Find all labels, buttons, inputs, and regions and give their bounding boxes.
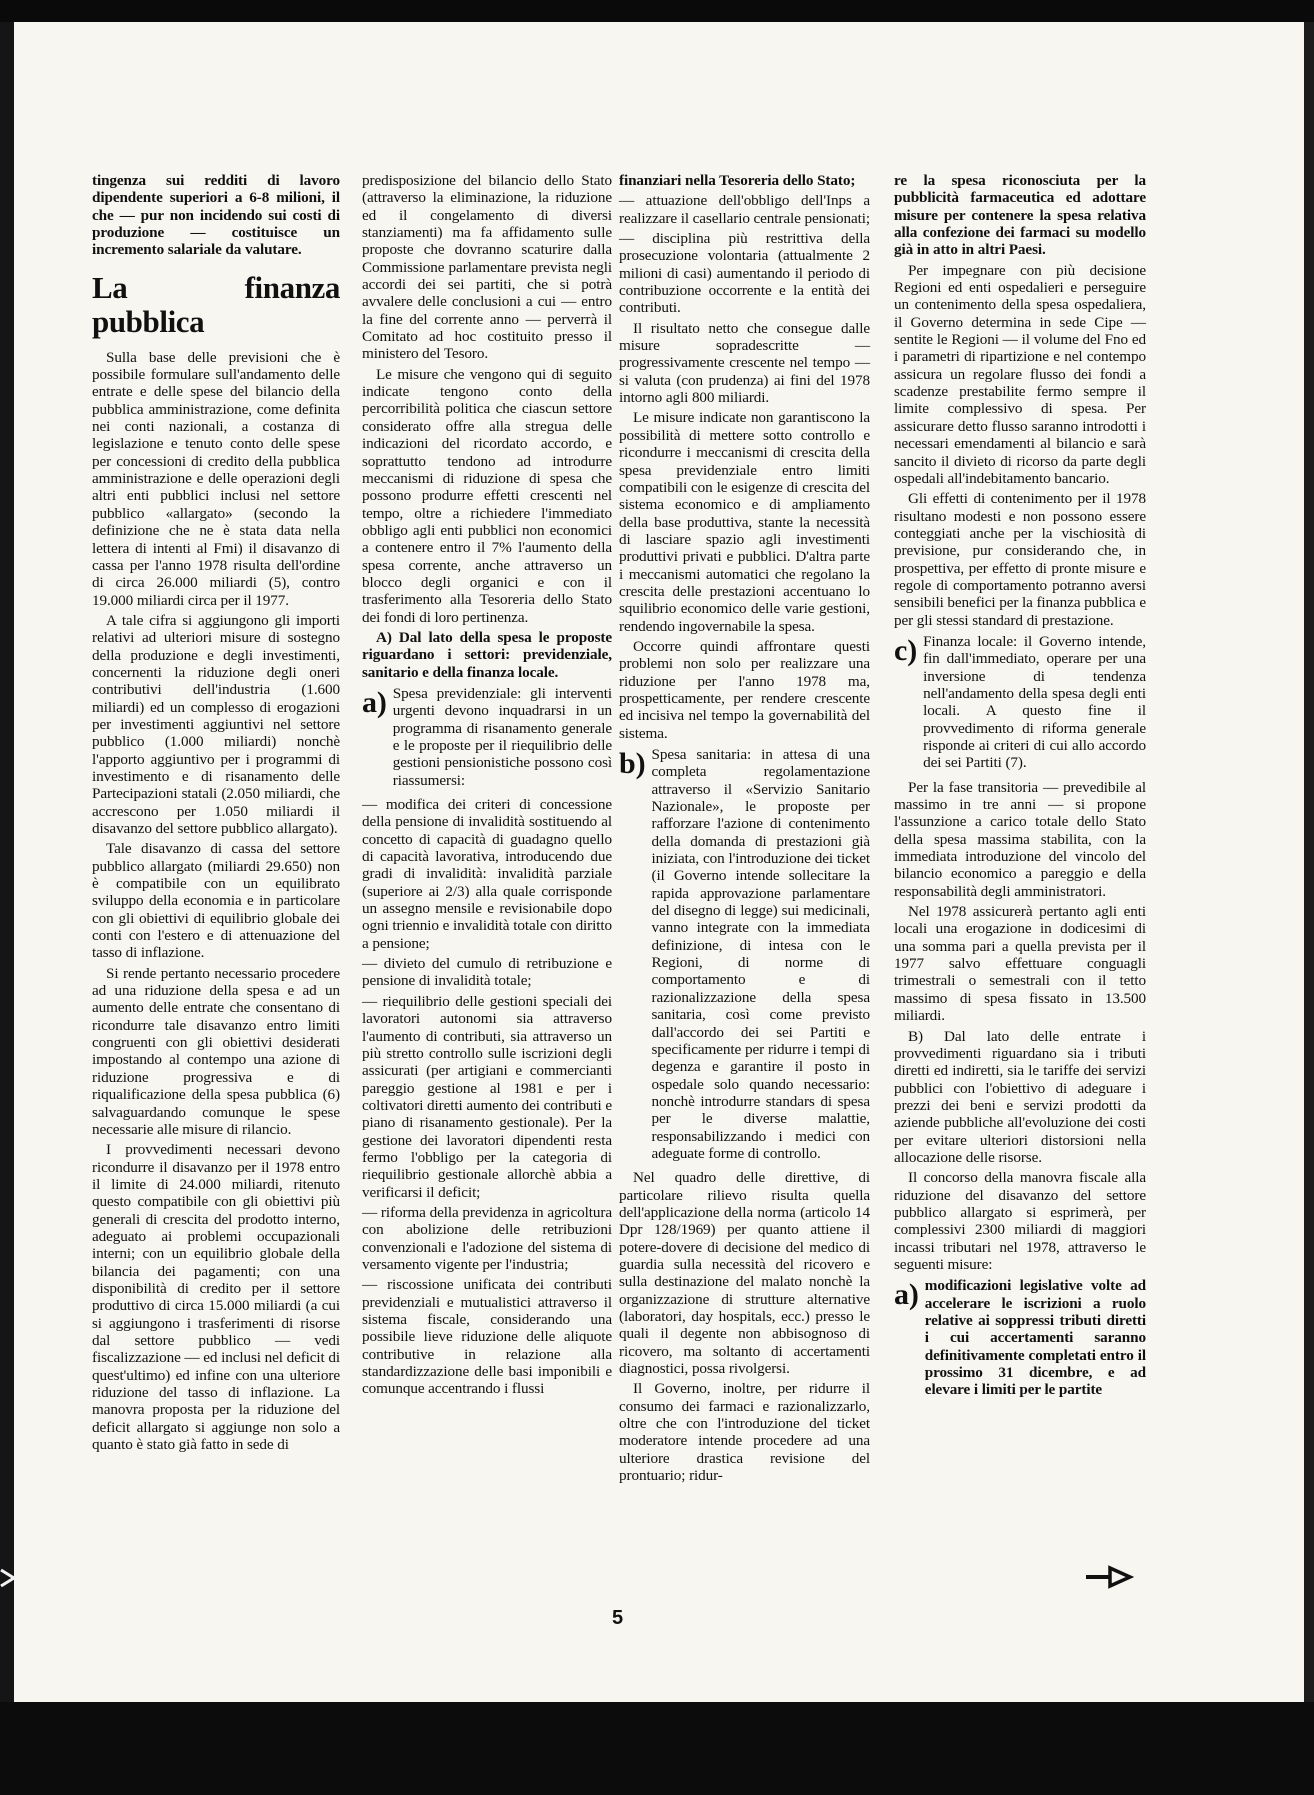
section-heading: La finanza pubblica bbox=[92, 269, 340, 339]
text-column-1 bbox=[92, 172, 340, 1456]
scan-left-border bbox=[0, 22, 14, 1702]
paragraph: Spesa previdenziale: gli interventi urgenti devono inquadrarsi in un programma di risanamento generale e le proposte per il riequilibrio delle gestioni pensionistiche possono così riassumersi: bbox=[392, 684, 612, 789]
paragraph: modificazioni legislative volte ad accelerare le iscrizioni a ruolo relative ai soppressi tributi diretti i cui accertamenti saranno definitivamente completati entro il prossimo 31 dicembre, e ad elevare i limiti per le partite bbox=[924, 1277, 1146, 1399]
paragraph: — riequilibrio delle gestioni speciali dei lavoratori autonomi sia attraverso l'aumento di contributi, sia attraverso un più stretto controllo sulle iscrizioni degli assicurati (per artigiani e commercianti pareggio gestione al 1981 e per i coltivatori diretti aumento dei contributi e piano di risanamento gestionale). Per la gestione dei lavoratori dipendenti resta fermo l'obbligo per la categoria di riequilibrio gestionale allorchè abbia a verificarsi il deficit; bbox=[362, 992, 612, 1201]
paragraph: Il Governo, inoltre, per ridurre il consumo dei farmaci e razionalizzarlo, oltre che con l'introduzione del ticket moderatore intende procedere ad una ulteriore drastica revisione del prontuario; ridur- bbox=[619, 1380, 870, 1485]
paragraph: Spesa sanitaria: in attesa di una completa regolamentazione attraverso il «Servizio Sanitario Nazionale», le proposte per rafforzare l'azione di contenimento della domanda di prestazioni già iniziata, con l'introduzione dei ticket (il Governo intende sollecitare la rapida approvazione parlamentare del disegno di legge) sui medicinali, vanno integrate con la immediata definizione, di intesa con le Regioni, di norme di comportamento e di razionalizzazione della spesa sanitaria, così come previsto dall'accordo dei sei Partiti e specificamente per ridurre i tempi di degenza e garantire il posto in ospedale solo quando necessario: nonchè introdurre standars di spesa per le diverse malattie, responsabilizzando i medici con adeguate forme di controllo. bbox=[651, 746, 870, 1162]
paragraph: Per impegnare con più decisione Regioni ed enti ospedalieri e perseguire un contenimento della spesa ospedaliera, il Governo determina in sede Cipe — sentite le Regioni — il volume del Fno ed i parametri di ripartizione e nel contempo assicura un regolare flusso dei fondi a scadenze prestabilite fermo sempre il limite complessivo di spesa. Per assicurare detto flusso saranno introdotti i necessari emendamenti al bilancio e sarà sancito il divieto di ricorso da parte degli ospedali all'indebitamento bancario. bbox=[894, 261, 1146, 487]
paragraph: Si rende pertanto necessario procedere ad una riduzione della spesa e ad un aumento delle entrate che consentano di ricondurre tale disavanzo entro limiti congruenti con gli obiettivi desiderati impostando al contempo una azione di riduzione progressiva e di riqualificazione della spesa pubblica (6) salvaguardando comunque le spese necessarie alle misure di rilancio. bbox=[92, 964, 340, 1138]
paragraph: tingenza sui redditi di lavoro dipendente superiori a 6-8 milioni, il che — pur non incidendo sui costi di produzione — costituisce un incremento salariale da valutare. bbox=[92, 172, 340, 259]
paragraph: I provvedimenti necessari devono ricondurre il disavanzo per il 1978 entro il limite di 24.000 miliardi, ritenuto questo compatibile con gli obiettivi più generali di crescita del prodotto interno, adeguato ai problemi occupazionali interni; con un equilibrio globale della bilancia dei pagamenti; con una disponibilità di credito per il settore produttivo di circa 15.000 miliardi (a cui si aggiungono i trasferimenti di risorse dal settore pubblico — vedi fiscalizzazione — ed inclusi nel deficit di quest'ultimo) ed infine con una ulteriore riduzione del tasso di inflazione. La manovra proposta per la riduzione del deficit allargato si aggiunge non solo a quanto è stato già fatto in sede di bbox=[92, 1141, 340, 1454]
dropcap-letter: c) bbox=[894, 633, 918, 667]
paragraph: Le misure che vengono qui di seguito indicate tengono conto della percorribilità politica che ciascun settore considerato offre alla stregua delle indicazioni del ricordato accordo, e soprattutto tendono ad introdurre meccanismi di riduzione di spesa che possono produrre effetti crescenti nel tempo, oltre a richiedere l'immediato obbligo agli enti pubblici non economici a contenere entro il 7% l'aumento della spesa corrente, anche attraverso un blocco degli organici e con il trasferimento alla Tesoreria dello Stato dei fondi di loro pertinenza. bbox=[362, 365, 612, 626]
dropcap-letter: b) bbox=[619, 747, 646, 780]
lettered-paragraph bbox=[362, 685, 612, 792]
corner-arrow-icon bbox=[0, 1566, 16, 1590]
paragraph: Sulla base delle previsioni che è possibile formulare sull'andamento delle entrate e delle spese del bilancio della pubblica amministrazione, come definita nei conti nazionali, a costanza di legislazione e tenuto conto delle spese per concessioni di credito della pubblica amministrazione e delle operazioni degli altri enti pubblici inclusi nel settore pubblico «allargato» (secondo la definizione che ne è stata data nella lettera di intenti al Fmi) il disavanzo di cassa per l'anno 1978 risulta dell'ordine di circa 26.000 miliardi (5), contro 19.000 miliardi circa per il 1977. bbox=[92, 348, 340, 609]
paragraph: Gli effetti di contenimento per il 1978 risultano modesti e non possono essere conteggiati anche per la vischiosità di previsione, pur considerando che, in prospettiva, per effetto di pronte misure e regole di comportamento potranno aversi sensibili benefici per la finanza pubblica e per gli stessi standard di prestazione. bbox=[894, 490, 1146, 629]
dropcap-letter: a) bbox=[362, 685, 387, 719]
paragraph: B) Dal lato delle entrate i provvedimenti riguardano sia i tributi diretti ed indiretti, sia le tariffe dei servizi pubblici con l'obiettivo di adeguare i prezzi dei beni e servizi prodotti da aziende pubbliche all'evoluzione dei costi per evitare ulteriori distorsioni nella allocazione delle risorse. bbox=[894, 1027, 1146, 1166]
paragraph: — riscossione unificata dei contributi previdenziali e mutualistici attraverso il sistema fiscale, considerando una possibile lieve riduzione delle aliquote contributive in relazione alla standardizzazione delle basi imponibili e comunque accentrando i flussi bbox=[362, 1276, 612, 1398]
text-column-3 bbox=[619, 172, 870, 1487]
paragraph: Per la fase transitoria — prevedibile al massimo in tre anni — si propone l'assunzione a carico totale dello Stato della spesa massima stabilita, con la immediata introduzione del vincolo del bilancio economico a pareggio e della responsabilità degli amministratori. bbox=[894, 778, 1146, 900]
paragraph: Le misure indicate non garantiscono la possibilità di mettere sotto controllo e ricondurre i meccanismi di crescita della spesa previdenziale entro limiti compatibili con le esigenze di crescita del sistema economico e di ampliamento della base produttiva, stante la necessità di lasciare spazio agli investimenti produttivi privati e pubblici. D'altra parte i meccanismi automatici che regolano la crescita delle prestazioni accentuano lo squilibrio economico delle varie gestioni, rendendo ingovernabile la spesa. bbox=[619, 409, 870, 635]
paragraph: Finanza locale: il Governo intende, fin dall'immediato, operare per una inversione di tendenza nell'andamento della spesa degli enti locali. A questo fine il provvedimento di riforma generale risponde ai criteri di cui allo accordo dei sei Partiti (7). bbox=[923, 632, 1146, 772]
paragraph: re la spesa riconosciuta per la pubblicità farmaceutica ed adottare misure per contenere la spesa relativa alla confezione dei farmaci su modello già in atto in altri Paesi. bbox=[894, 172, 1146, 259]
scan-top-border bbox=[0, 0, 1314, 22]
paragraph: — attuazione dell'obbligo dell'Inps a realizzare il casellario centrale pensionati; bbox=[619, 192, 871, 227]
dropcap-letter: a) bbox=[894, 1278, 919, 1312]
lettered-paragraph bbox=[894, 1277, 1146, 1401]
paragraph: — divieto del cumulo di retribuzione e pensione di invalidità totale; bbox=[362, 955, 612, 990]
text-column-2 bbox=[362, 172, 612, 1401]
document-page bbox=[14, 22, 1304, 1702]
paragraph: Tale disavanzo di cassa del settore pubblico allargato (miliardi 29.650) non è compatibile con un equilibrato sviluppo della economia e in particolare con gli obiettivi di equilibrio globale dei conti con l'estero e di attenuazione del tasso di inflazione. bbox=[92, 840, 340, 962]
paragraph: — disciplina più restrittiva della prosecuzione volontaria (attualmente 2 milioni di casi) aumentando il periodo di contribuzione occorrente e la entità dei contributi. bbox=[619, 230, 870, 317]
paragraph: — modifica dei criteri di concessione della pensione di invalidità sostituendo al concetto di capacità di guadagno quello di capacità lavorativa, introducendo due gradi di invalidità: invalidità parziale (superiore ai 2/3) alla quale corrisponde un assegno mensile e revisionabile dopo ogni triennio e invalidità totale con diritto a pensione; bbox=[362, 796, 612, 952]
paragraph: Occorre quindi affrontare questi problemi non solo per realizzare una riduzione per l'anno 1978 ma, prospetticamente, per rendere crescente ed incisiva nel tempo la governabilità del sistema. bbox=[619, 637, 870, 742]
text-column-4 bbox=[894, 172, 1146, 1406]
paragraph: Nel quadro delle direttive, di particolare rilievo risulta quella dell'applicazione della norma (articolo 14 Dpr 128/1969) per quanto attiene il potere-dovere di decisione del medico di guardia sulla necessità del ricovero e sulla destinazione del malato nonchè la organizzazione di strutture alternative (laboratori, day hospitals, ecc.) presso le quali il degente non abbisognoso di ricovero, ma soltanto di accertamenti diagnostici, possa rivolgersi. bbox=[619, 1169, 870, 1378]
continue-arrow-icon bbox=[1084, 1565, 1134, 1589]
paragraph: predisposizione del bilancio dello Stato (attraverso la eliminazione, la riduzione ed il congelamento di diversi stanziamenti) ma fa affidamento sulle proposte che dovranno scaturire dalla Commissione parlamentare prevista negli accordi dei sei partiti, che si potrà avvalere delle conclusioni a cui — entro la fine del corrente anno — perverrà il Comitato ad hoc costituito presso il ministero del Tesoro. bbox=[362, 172, 612, 363]
paragraph: — riforma della previdenza in agricoltura con abolizione delle retribuzioni convenzionali e l'adozione del sistema di versamento vigente per l'industria; bbox=[362, 1203, 612, 1273]
paragraph: A) Dal lato della spesa le proposte riguardano i settori: previdenziale, sanitario e della finanza locale. bbox=[362, 628, 612, 681]
lettered-paragraph bbox=[619, 746, 870, 1165]
scan-bottom-border bbox=[0, 1702, 1314, 1795]
paragraph: Il concorso della manovra fiscale alla riduzione del disavanzo del settore pubblico allargato si esprimerà, per complessivi 2300 miliardi di maggiori incassi tributari nel 1978, attraverso le seguenti misure: bbox=[894, 1169, 1146, 1273]
paragraph: finanziari nella Tesoreria dello Stato; bbox=[619, 172, 856, 189]
page-number: 5 bbox=[612, 1607, 624, 1629]
paragraph: Il risultato netto che consegue dalle misure sopradescritte — progressivamente crescente nel tempo — si valuta (con prudenza) ai fini del 1978 intorno agli 800 miliardi. bbox=[619, 319, 870, 407]
scan-right-border bbox=[1304, 22, 1314, 1702]
lettered-paragraph bbox=[894, 633, 1146, 775]
paragraph: A tale cifra si aggiungono gli importi relativi ad ulteriori misure di sostegno della produzione e degli investimenti, concernenti la riduzione degli oneri contributivi dell'industria (1.600 miliardi) ed un complesso di erogazioni per investimenti aggiuntivi nel settore pubblico (1.000 miliardi) nonchè l'apporto aggiuntivo per i programmi di investimento e di risanamento delle Partecipazioni statali (2.050 miliardi, che accrescono per 1.050 miliardi il disavanzo del settore pubblico allargato). bbox=[92, 611, 340, 837]
paragraph: Nel 1978 assicurerà pertanto agli enti locali una erogazione in dodicesimi di una somma pari a quella prevista per il 1977 salvo effettuare conguagli trimestrali o semestrali con il tetto massimo di spesa fissato in 13.500 miliardi. bbox=[894, 903, 1146, 1025]
